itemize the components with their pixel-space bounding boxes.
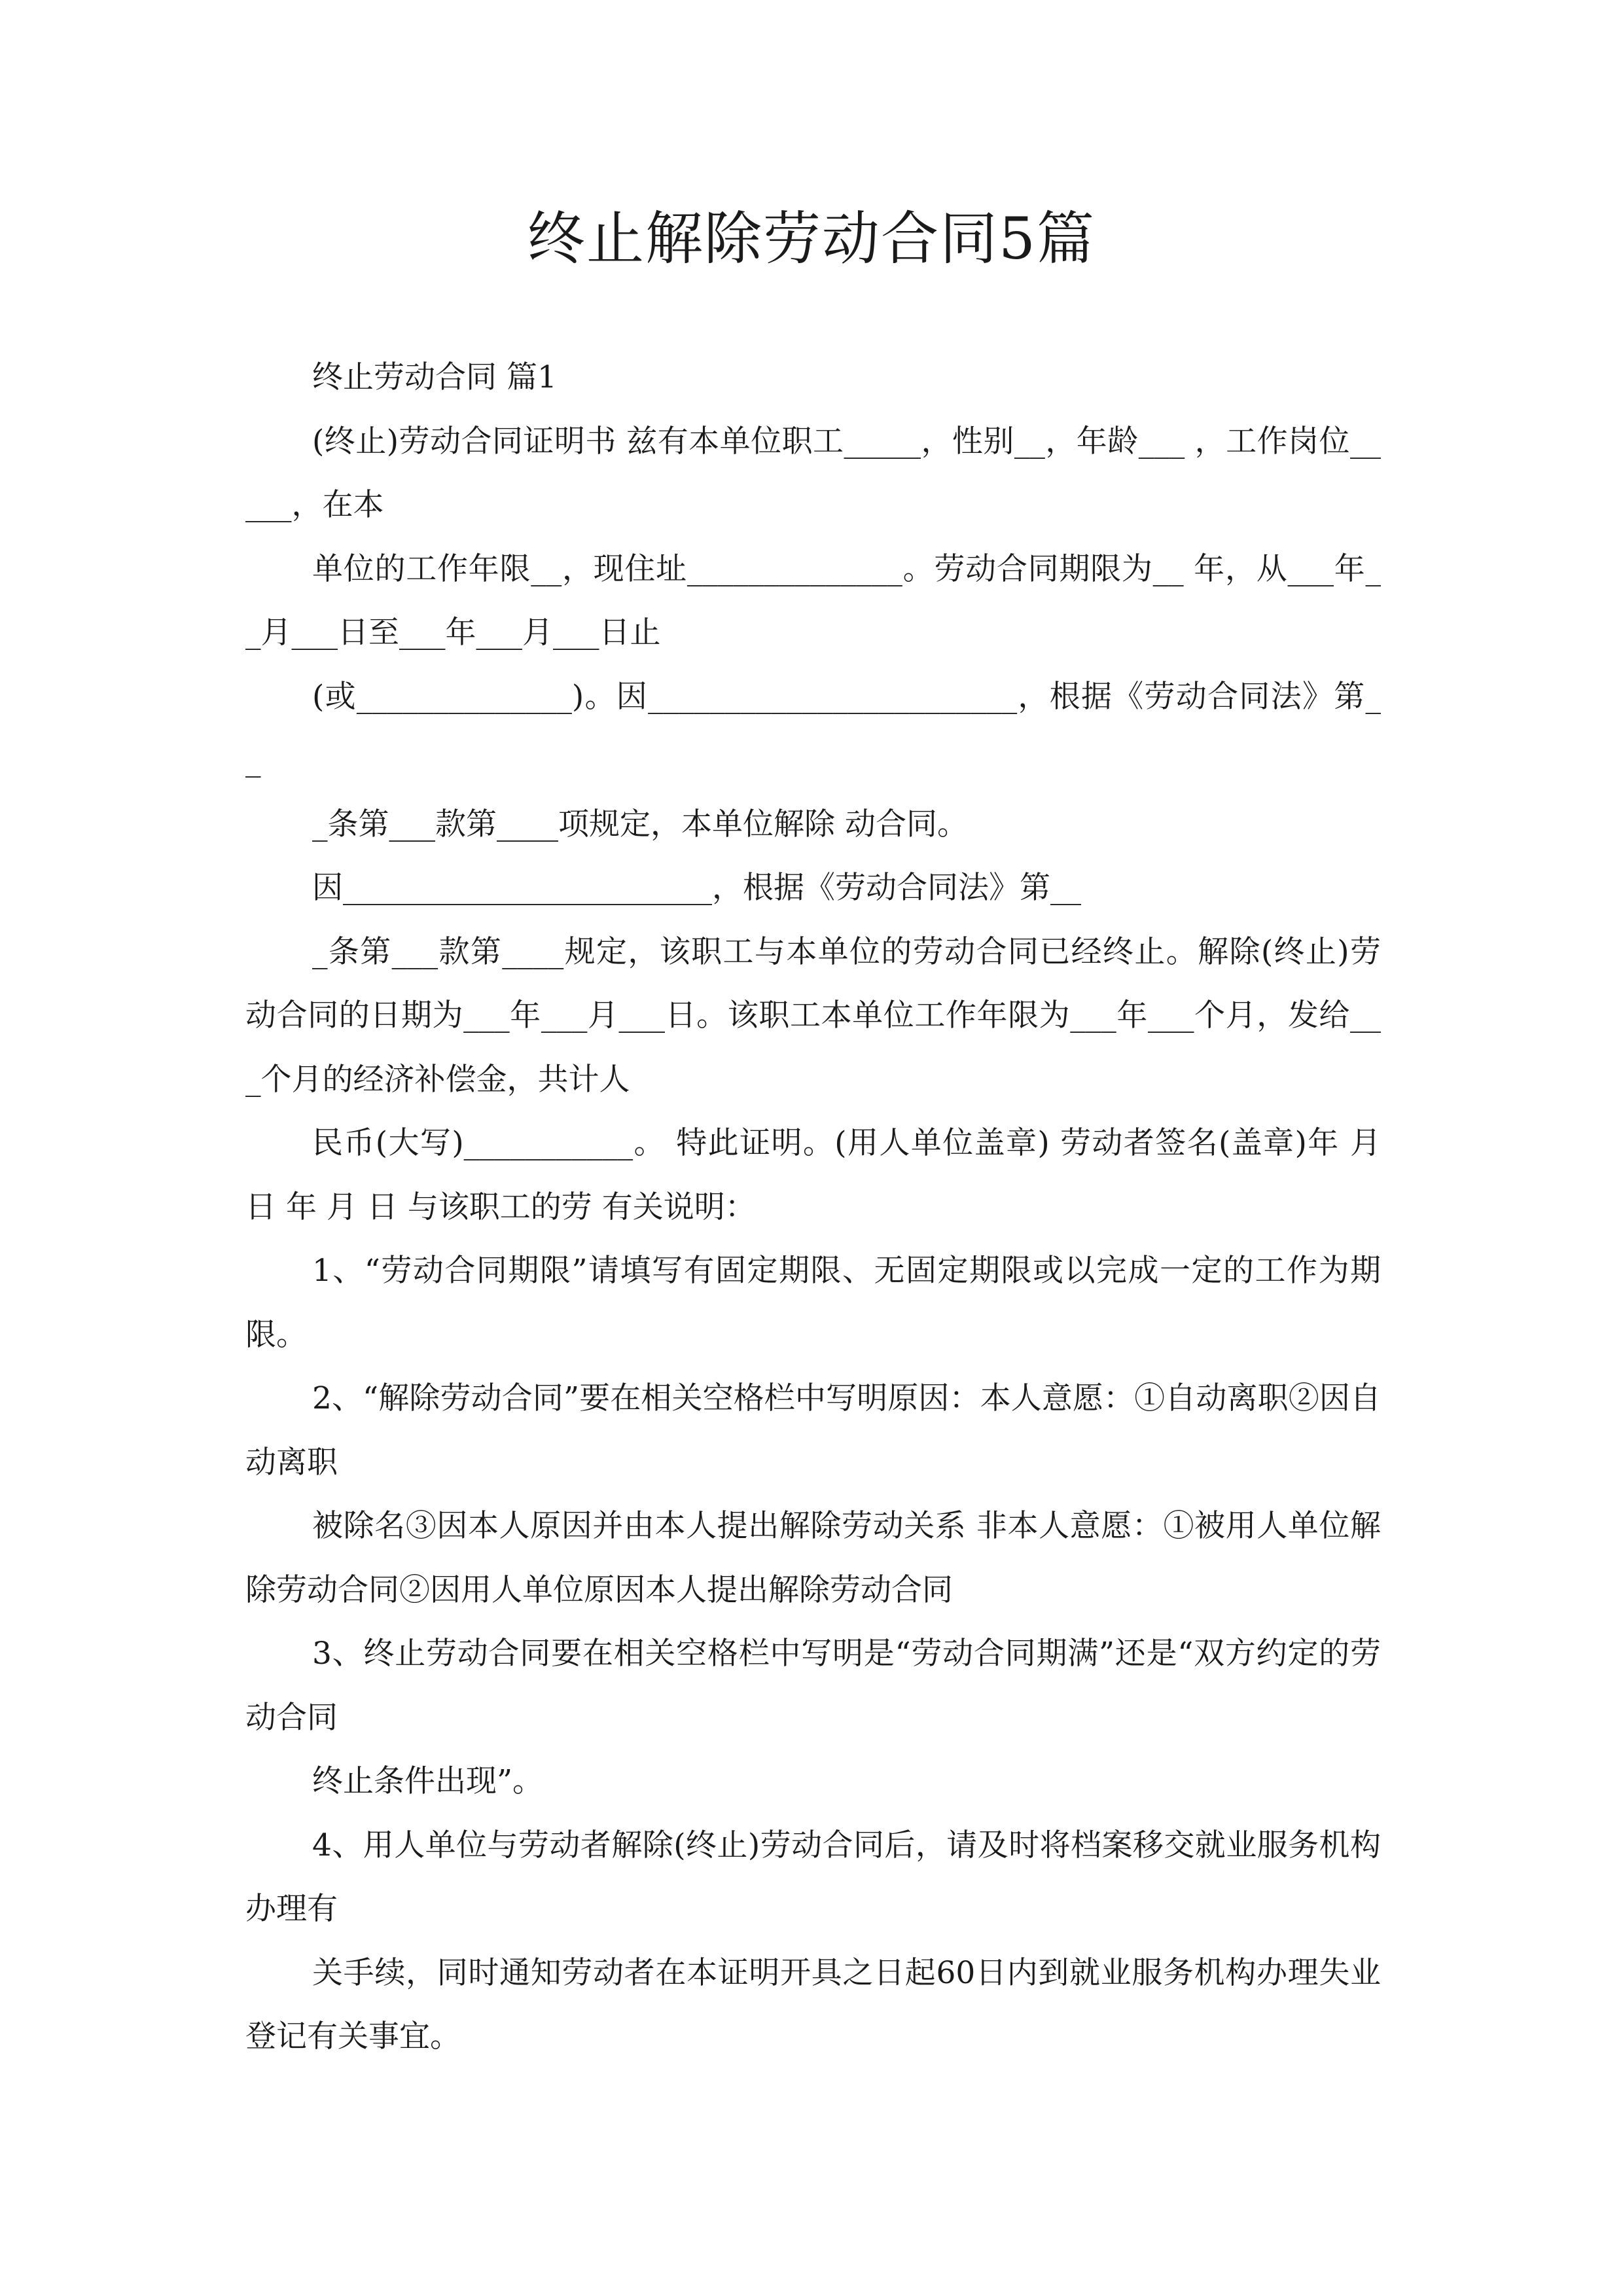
paragraph: (终止)劳动合同证明书 兹有本单位职工_____，性别__，年龄___ ，工作岗位_____，在本	[245, 423, 1381, 523]
paragraph: 因________________________，根据《劳动合同法》第__	[312, 870, 1081, 906]
note-item: 2、“解除劳动合同”要在相关空格栏中写明原因：本人意愿：①自动离职②因自动离职	[245, 1380, 1381, 1480]
note-item: 1、“劳动合同期限”请填写有固定期限、无固定期限或以完成一定的工作为期限。	[245, 1253, 1381, 1353]
document-title: 终止解除劳动合同5篇	[527, 205, 1096, 272]
paragraph: 终止条件出现”。	[312, 1763, 544, 1799]
paragraph: 被除名③因本人原因并由本人提出解除劳动关系 非本人意愿：①被用人单位解除劳动合同②因用人单位原因本人提出解除劳动合同	[245, 1508, 1381, 1608]
paragraph: _条第___款第____项规定，本单位解除 动合同。	[312, 806, 968, 842]
note-item: 4、用人单位与劳动者解除(终止)劳动合同后，请及时将档案移交就业服务机构办理有	[245, 1827, 1381, 1927]
note-item: 3、终止劳动合同要在相关空格栏中写明是“劳动合同期满”还是“双方约定的劳动合同	[245, 1636, 1381, 1736]
paragraph: 关手续，同时通知劳动者在本证明开具之日起60日内到就业服务机构办理失业登记有关事宜。	[245, 1954, 1381, 2054]
paragraph: (或______________)。因________________________，根据《劳动合同法》第__	[245, 678, 1382, 778]
paragraph: 民币(大写)___________。 特此证明。(用人单位盖章) 劳动者签名(盖章)年 月 日 年 月 日 与该职工的劳 有关说明：	[245, 1125, 1381, 1225]
document-body	[245, 346, 1381, 2069]
paragraph: 单位的工作年限__，现住址______________。劳动合同期限为__ 年，从___年__月___日至___年___月___日止	[245, 550, 1381, 651]
paragraph: _条第___款第____规定，该职工与本单位的劳动合同已经终止。解除(终止)劳动合同的日期为___年___月___日。该职工本单位工作年限为___年___个月，发给___个月的经济补偿金，共计人	[245, 933, 1381, 1098]
section-heading: 终止劳动合同 篇1	[312, 359, 557, 395]
